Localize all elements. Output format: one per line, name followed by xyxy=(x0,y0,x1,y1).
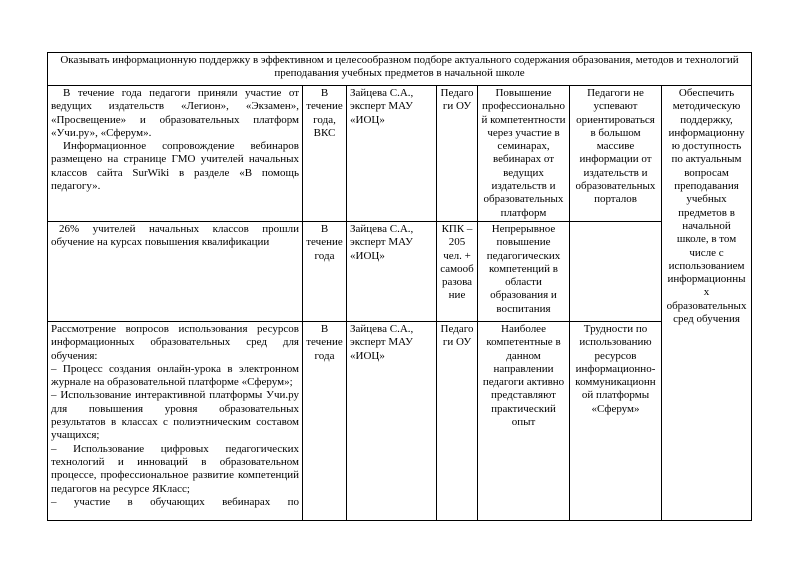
result-paragraph: – Процесс создания онлайн-урока в электронном журнале на образовательной платформе «Сферум»; xyxy=(51,362,299,389)
table-header-cell: Оказывать информационную поддержку в эффективном и целесообразном подборе актуального содержания образования, методов и технологий преподавания учебных предметов в начальной школе xyxy=(48,53,752,86)
cell-timing: В течение года xyxy=(303,321,347,520)
cell-responsible: Зайцева С.А., эксперт МАУ «ИОЦ» xyxy=(347,86,437,222)
cell-effect: Повышение профессиональной компетентности через участие в семинарах, вебинарах от ведущих издательств и образовательных платформ xyxy=(478,86,570,222)
cell-result xyxy=(48,221,303,321)
cell-responsible: Зайцева С.А., эксперт МАУ «ИОЦ» xyxy=(347,221,437,321)
result-paragraph: Рассмотрение вопросов использования ресурсов информационных образовательных сред для обучения: xyxy=(51,322,299,362)
result-paragraph: 26% учителей начальных классов прошли обучение на курсах повышения квалификации xyxy=(51,222,299,249)
table-row xyxy=(48,221,752,321)
cell-task: Обеспечить методическую поддержку, информационную доступность по актуальным вопросам преподавания учебных предметов в начальной школе, в том числе с использованием информационных образовательных сред обучения xyxy=(662,86,752,521)
report-table xyxy=(47,52,752,521)
result-paragraph: – Использование цифровых педагогических технологий и инноваций в образовательном процессе, профессиональное развитие компетенций педагогов на ресурсе ЯКласс; xyxy=(51,442,299,495)
cell-responsible: Зайцева С.А., эксперт МАУ «ИОЦ» xyxy=(347,321,437,520)
cell-timing: В течение года, ВКС xyxy=(303,86,347,222)
table-row xyxy=(48,321,752,520)
result-paragraph: Информационное сопровождение вебинаров размещено на странице ГМО учителей начальных классов сайта SurWiki в разделе «В помощь педагогу». xyxy=(51,140,299,193)
result-paragraph: В течение года педагоги приняли участие от ведущих издательств «Легион», «Экзамен», «Просвещение» и образовательных платформ «Учи.ру», «Сферум». xyxy=(51,87,299,139)
cell-result xyxy=(48,321,303,520)
cell-problems: Педагоги не успевают ориентироваться в большом массиве информации от издательств и образовательных порталов xyxy=(570,86,662,222)
cell-participants: Педагоги ОУ xyxy=(437,86,478,222)
result-paragraph: – Использование интерактивной платформы Учи.ру для повышения уровня образовательных результатов в классах с полиэтническим составом учащихся; xyxy=(51,389,299,442)
cell-effect: Наиболее компетентные в данном направлении педагоги активно представляют практический опыт xyxy=(478,321,570,520)
cell-problems xyxy=(570,221,662,321)
cell-participants: Педагоги ОУ xyxy=(437,321,478,520)
table-row xyxy=(48,86,752,222)
cell-result xyxy=(48,86,303,222)
cell-problems: Трудности по использованию ресурсов информационно-коммуникационной платформы «Сферум» xyxy=(570,321,662,520)
result-paragraph: – участие в обучающих вебинарах по xyxy=(51,495,299,508)
cell-participants: КПК – 205 чел. + самообразование xyxy=(437,221,478,321)
cell-effect: Непрерывное повышение педагогических компетенций в области образования и воспитания xyxy=(478,221,570,321)
cell-timing: В течение года xyxy=(303,221,347,321)
table-header-row xyxy=(48,53,752,86)
